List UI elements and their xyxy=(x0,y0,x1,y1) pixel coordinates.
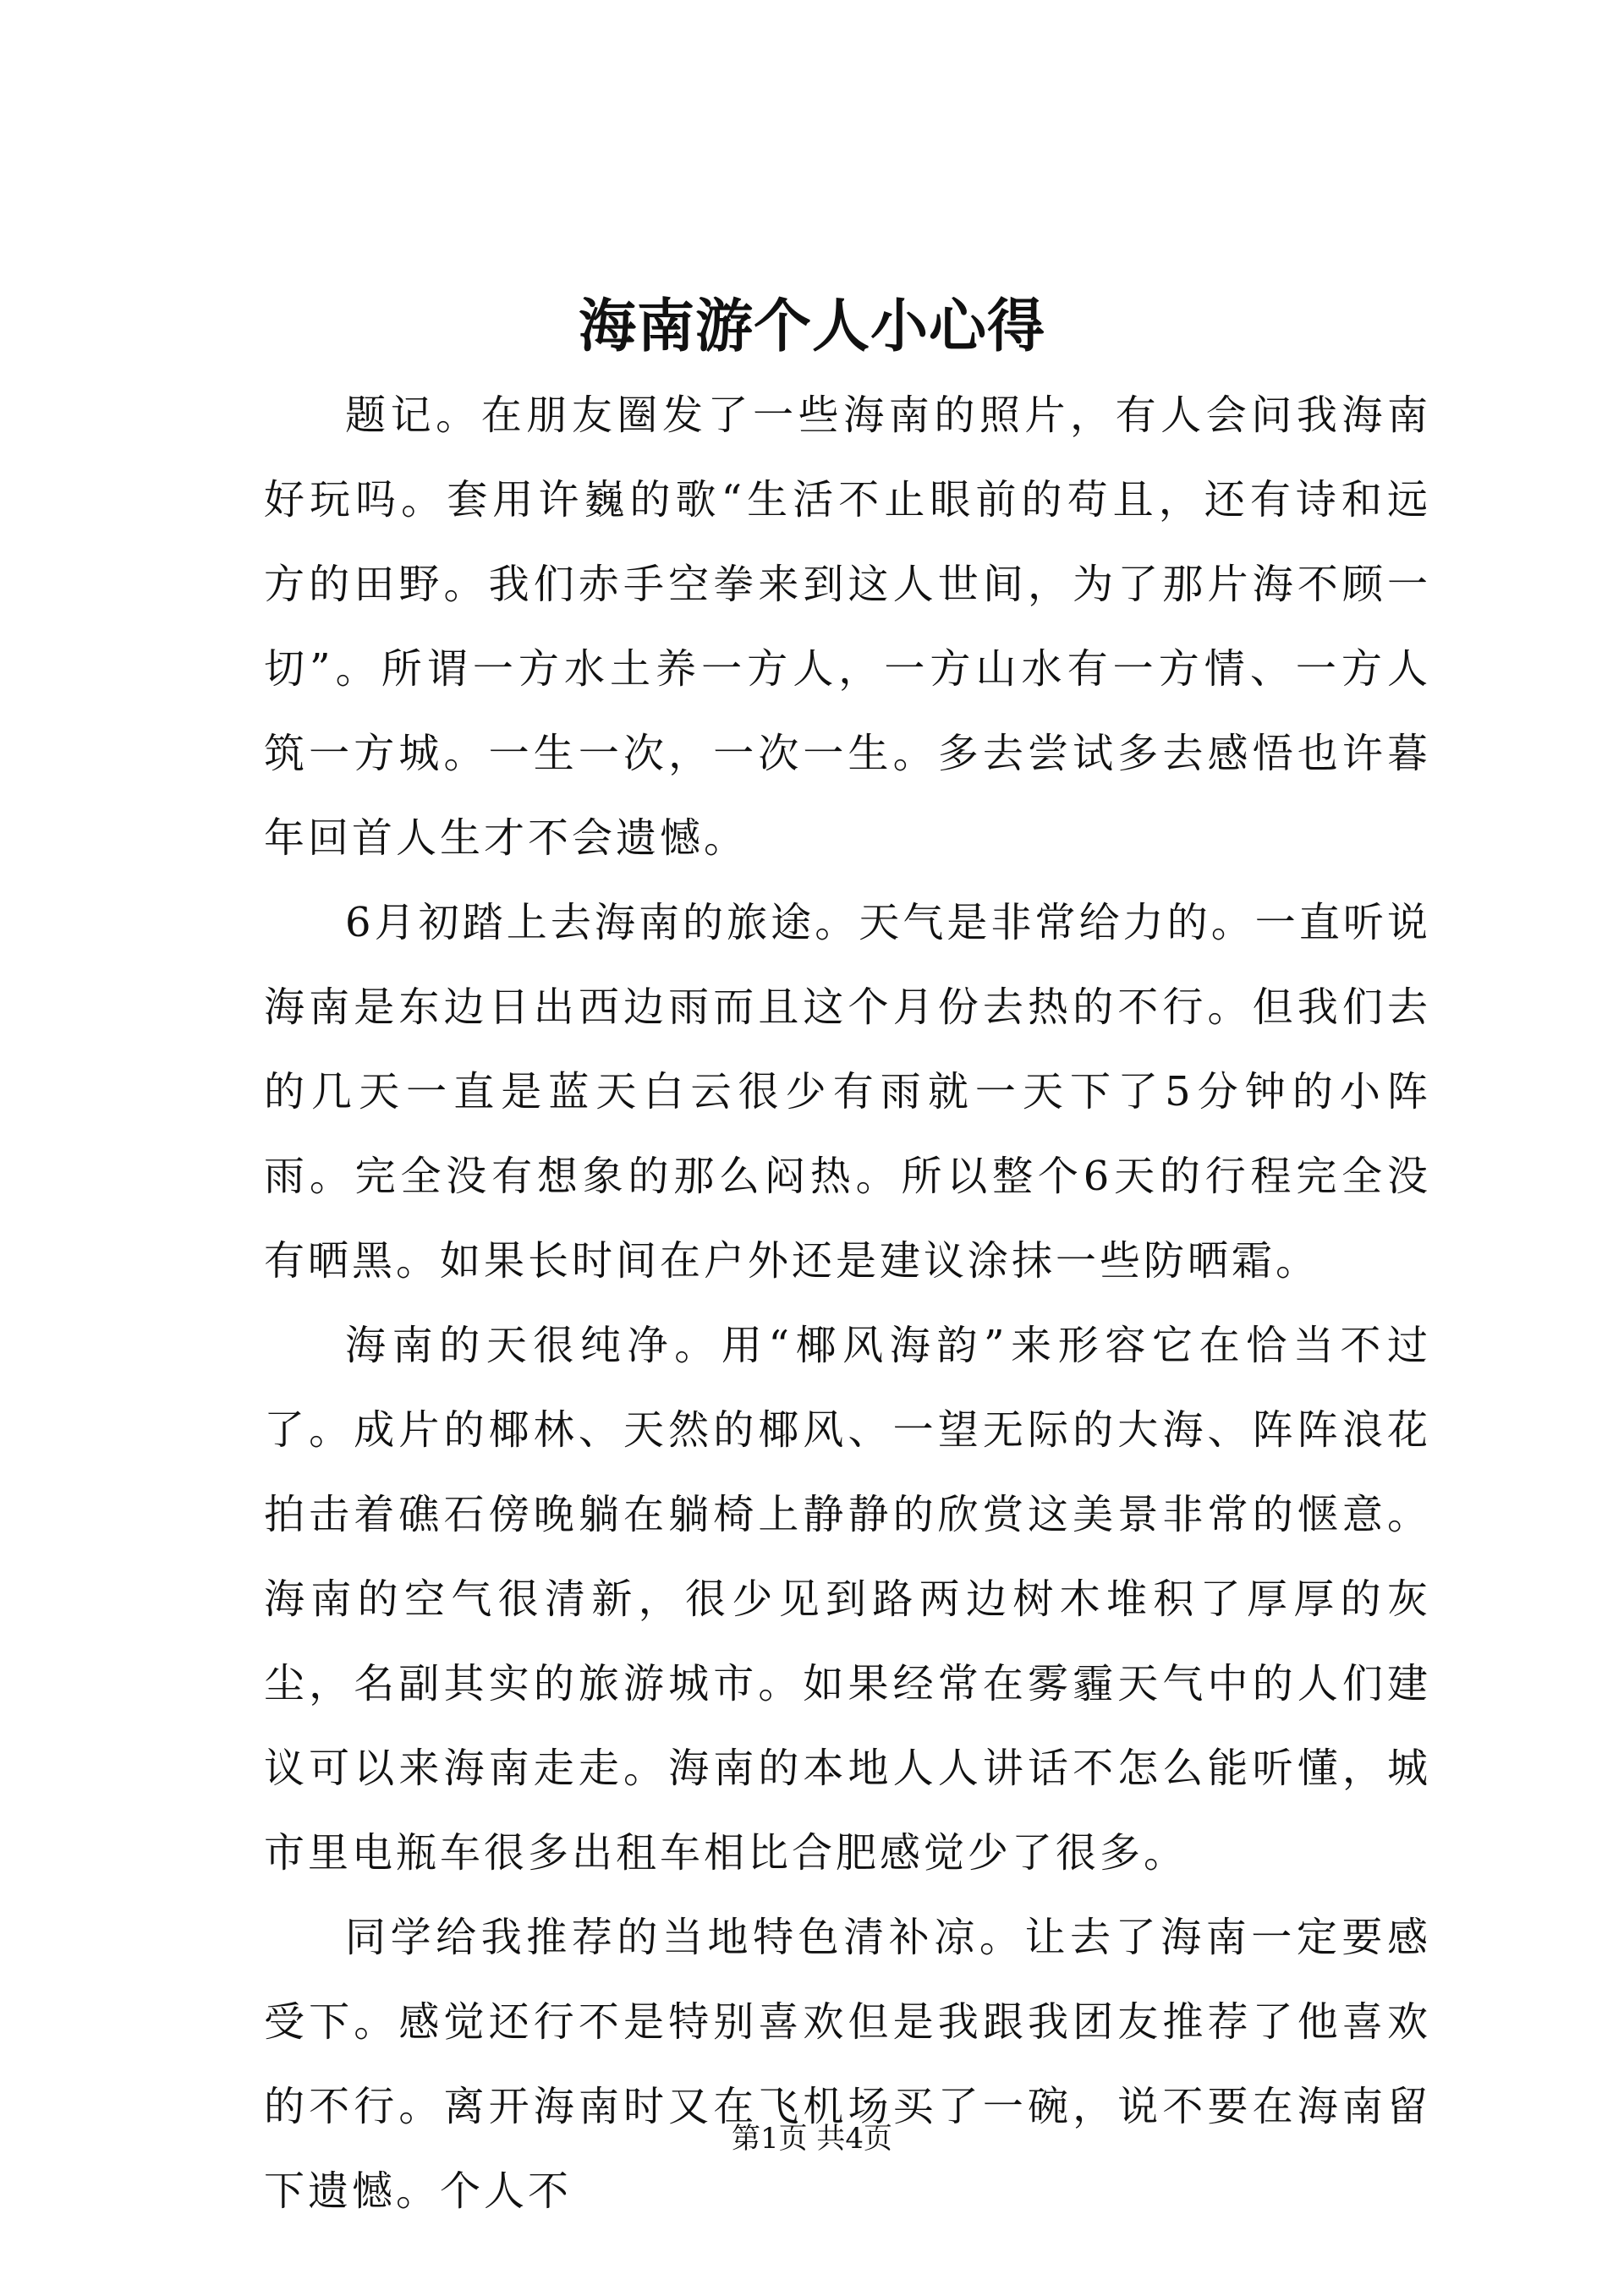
paragraph-4: 同学给我推荐的当地特色清补凉。让去了海南一定要感受下。感觉还行不是特别喜欢但是我跟我团友推荐了他喜欢的不行。离开海南时又在飞机场买了一碗，说不要在海南留下遗憾。个人不 xyxy=(264,1914,1431,2215)
paragraph-2: 6月初踏上去海南的旅途。天气是非常给力的。一直听说海南是东边日出西边雨而且这个月份去热的不行。但我们去的几天一直是蓝天白云很少有雨就一天下了5分钟的小阵雨。完全没有想象的那么闷热。所以整个6天的行程完全没有晒黑。如果长时间在户外还是建议涂抹一些防晒霜。 xyxy=(264,899,1431,1285)
document-body xyxy=(264,373,1431,2233)
document-title: 海南游个人小心得 xyxy=(578,293,1045,360)
page-number: 第1页 共4页 xyxy=(731,2122,893,2156)
paragraph-1: 题记。在朋友圈发了一些海南的照片，有人会问我海南好玩吗。套用许巍的歌“生活不止眼前的苟且，还有诗和远方的田野。我们赤手空拳来到这人世间，为了那片海不顾一切”。所谓一方水土养一方人，一方山水有一方情、一方人筑一方城。一生一次，一次一生。多去尝试多去感悟也许暮年回首人生才不会遗憾。 xyxy=(264,392,1431,862)
paragraph-3: 海南的天很纯净。用“椰风海韵”来形容它在恰当不过了。成片的椰林、天然的椰风、一望无际的大海、阵阵浪花拍击着礁石傍晚躺在躺椅上静静的欣赏这美景非常的惬意。海南的空气很清新，很少见到路两边树木堆积了厚厚的灰尘，名副其实的旅游城市。如果经常在雾霾天气中的人们建议可以来海南走走。海南的本地人人讲话不怎么能听懂，城市里电瓶车很多出租车相比合肥感觉少了很多。 xyxy=(264,1322,1431,1877)
